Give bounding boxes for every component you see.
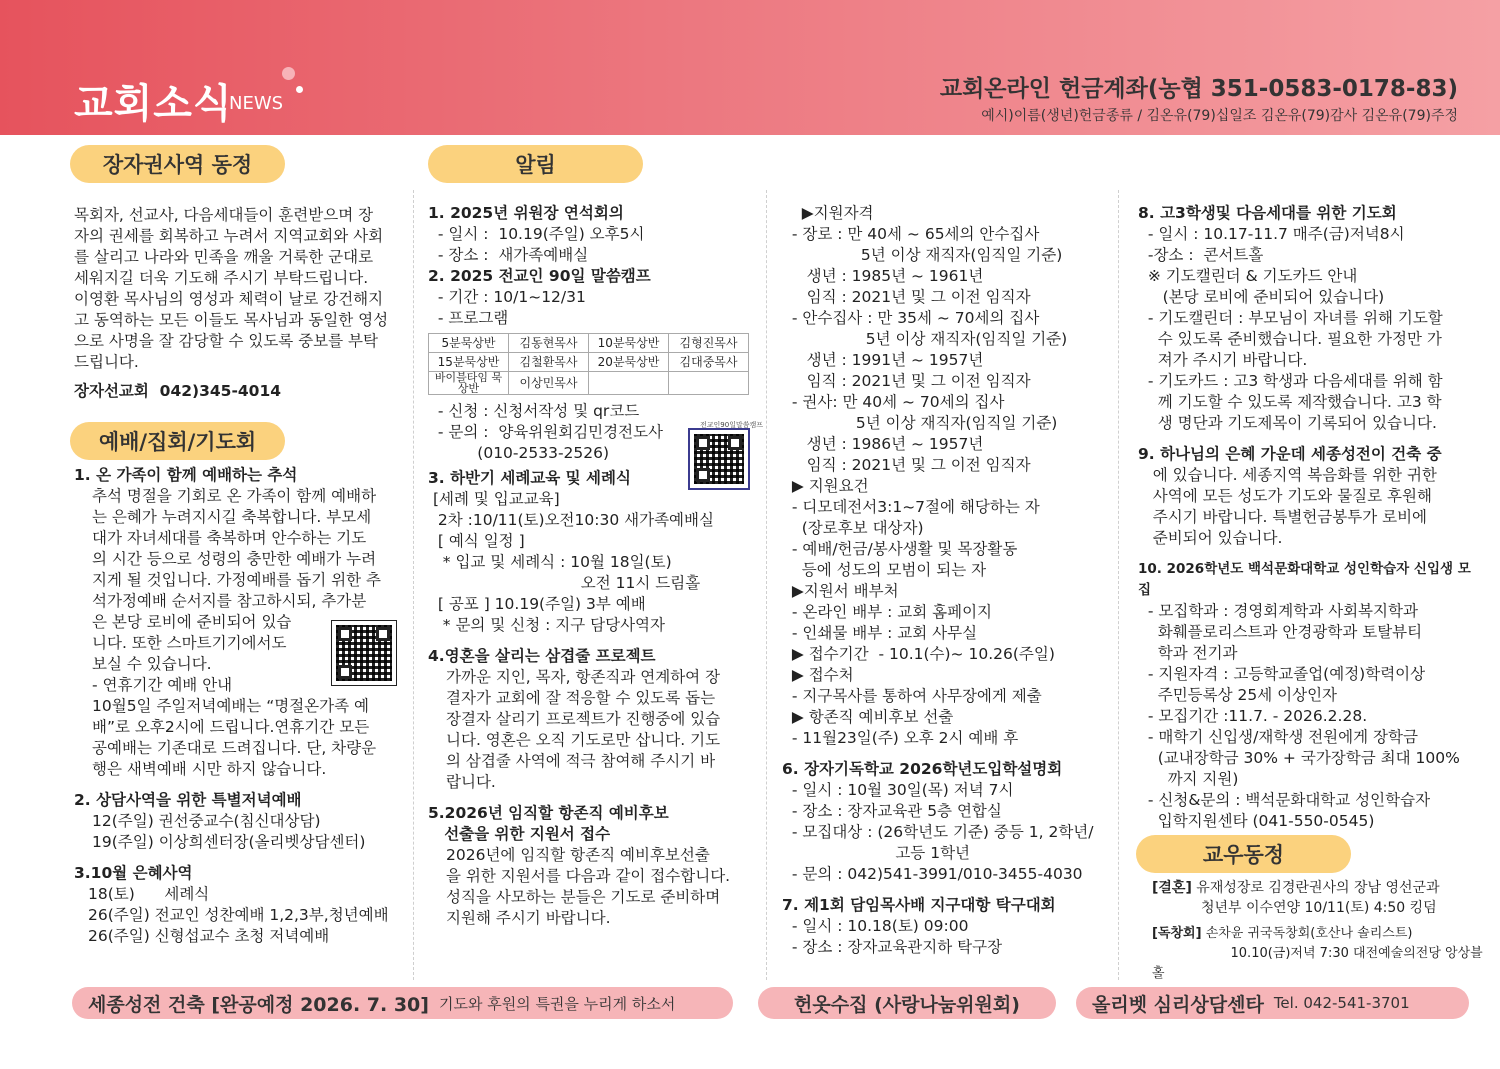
worship-item-2-title: 2. 상담사역을 위한 특별저녁예배 [74, 791, 302, 809]
news-label: NEWS [229, 93, 284, 114]
notice-6-body: - 일시 : 10월 30일(목) 저녁 7시 - 장소 : 장자교육관 5층 연합실 - 모집대상 : (26학년도 기준) 중등 1, 2학년/ 고등 1학년 - 문의 : 042)541-3991/010-3455-4030 [791, 781, 1094, 883]
jangja-contact: 장자선교회 042)345-4014 [74, 382, 282, 400]
page-title: 교회소식 [74, 81, 233, 127]
section-title-members: 교우동정 [1136, 835, 1351, 873]
table-cell [589, 372, 669, 395]
worship-item-3-title: 3.10월 은혜사역 [74, 864, 193, 882]
candidate-requirements: ▶지원자격 - 장로 : 만 40세 ~ 65세의 안수집사 5년 이상 재직자(임직일 기준) 생년 : 1985년 ~ 1961년 임직 : 2021년 및 그 이전 임직자 - 안수집사 : 만 35세 ~ 70세의 집사 5년 이상 재직자(임직일 기준) 생년 : 1991년 ~ 1957년 임직 : 2021년 및 그 이전 임직자 - 권사: 만 40세 ~ 70세의 집사 5년 이상 재직자(임직일 기준) 생년 : 1986년 ~ 1957년 임직 : 2021년 및 그 이전 임직자 ▶ 지원요건 - 디모데전서3:1~7절에 해당하는 자 (장로후보 대상자) - 예배/헌금/봉사생활 및 목장활동 등에 성도의 모범이 되는 자 ▶지원서 배부처 - 온라인 배부 : 교회 홈페이지 - 인쇄물 배부 : 교회 사무실 ▶ 접수기간 - 10.1(수)~ 10.26(주일) ▶ 접수처 - 지구목사를 통하여 사무장에게 제출 ▶ 항존직 예비후보 선출 - 11월23일(주) 오후 2시 예배 후 [791, 204, 1068, 747]
table-cell: 김대중목사 [669, 353, 749, 372]
notice-1-title: 1. 2025년 위원장 연석회의 [428, 204, 624, 222]
table-cell: 바이블타임 묵상반 [429, 372, 509, 395]
footer-clothes-main: 헌옷수집 (사랑나눔위원회) [794, 993, 1020, 1016]
qr-code-camp[interactable] [690, 430, 748, 488]
column-1-bottom [74, 465, 406, 947]
offering-account-example: 예시)이름(생년)헌금종류 / 김온유(79)십일조 김온유(79)감사 김온유(79)주정 [981, 108, 1458, 124]
recital-label: [독창회] [1152, 926, 1202, 941]
notice-3-title: 3. 하반기 세례교육 및 세례식 [428, 469, 631, 487]
notice-7-title: 7. 제1회 담임목사배 지구대항 탁구대회 [782, 896, 1056, 914]
jangja-body: 목회자, 선교사, 다음세대들이 훈련받으며 장 자의 권세를 회복하고 누려서 지역교회와 사회 를 살리고 나라와 민족을 깨울 거룩한 군대로 세워지길 더욱 기도해 주시기 부탁드립니다. 이영환 목사님의 영성과 체력이 날로 강건해지 고 동역하는 모든 이들도 목사님과 동일한 영성 으로 사명을 잘 감당할 수 있도록 중보를 부탁 드립니다. [74, 206, 389, 371]
column-1-top [74, 205, 404, 402]
table-cell: 20분묵상반 [589, 353, 669, 372]
table-cell: 5분묵상반 [429, 334, 509, 353]
notice-9-title: 9. 하나님의 은혜 가운데 세종성전이 건축 중 [1138, 445, 1442, 463]
notice-3-body: [세례 및 입교교육] 2차 :10/11(토)오전10:30 새가족예배실 [ 예식 일정 ] * 입교 및 세례식 : 10월 18일(토) 오전 11시 드림홀 [ 공포 ] 10.19(주일) 3부 예배 * 문의 및 신청 : 지구 담당사역자 [432, 490, 714, 634]
notice-8-title: 8. 고3학생및 다음세대를 위한 기도회 [1138, 204, 1397, 222]
worship-item-1-title: 1. 온 가족이 함께 예배하는 추석 [74, 466, 298, 484]
notice-7-body: - 일시 : 10.18(토) 09:00 - 장소 : 장자교육관지하 탁구장 [791, 917, 1003, 956]
table-cell: 김동현목사 [509, 334, 589, 353]
column-4 [1138, 203, 1483, 832]
table-cell: 김철환목사 [509, 353, 589, 372]
footer-sejong-temple [72, 987, 733, 1019]
wedding-label: [결혼] [1152, 880, 1192, 896]
section-title-notice: 알림 [428, 145, 643, 183]
footer-clothes-collection [758, 987, 1056, 1019]
header-banner [0, 0, 1500, 135]
notice-2-title: 2. 2025 전교인 90일 말씀캠프 [428, 267, 651, 285]
recital-text: 손차윤 귀국독창회(호산나 솔리스트) 10.10(금)저녁 7:30 대전예술의전당 앙상블홀 [1152, 926, 1483, 981]
footer-sejong-sub: 기도와 후원의 특권을 누리게 하소서 [438, 994, 676, 1013]
notice-4-body: 가까운 지인, 목자, 항존직과 연계하여 장 결자가 교회에 잘 적응할 수 있도록 돕는 장결자 살리기 프로젝트가 진행중에 있습 니다. 영혼은 오직 기도로만 삽니다. 기도 의 삼겹줄 사역에 적극 참여해 주시기 바 랍니다. [446, 668, 721, 791]
table-row [429, 353, 749, 372]
qr-caption: 전교인90일말씀캠프 [700, 421, 764, 429]
column-3 [782, 203, 1112, 958]
footer-counseling-main: 올리벳 심리상담센타 [1092, 993, 1264, 1016]
notice-10-body: - 모집학과 : 경영회계학과 사회복지학과 화훼플로리스트과 안경광학과 토탈뷰티 학과 전기과 - 지원자격 : 고등학교졸업(예정)학력이상 주민등록상 25세 이상인자 - 모집기간 :11.7. - 2026.2.28. - 매학기 신입생/재학생 전원에게 장학금 (교내장학금 30% + 국가장학금 최대 100% 까지 지원) - 신청&문의 : 백석문화대학교 성인학습자 입학지원센타 (041-550-0545) [1147, 602, 1460, 830]
column-2 [428, 203, 760, 929]
notice-8-body: - 일시 : 10.17-11.7 매주(금)저녁8시 -장소 : 콘서트홀 ※ 기도캘린더 & 기도카드 안내 (본당 로비에 준비되어 있습니다) - 기도캘린더 : 부모님이 자녀를 위해 기도할 수 있도록 준비했습니다. 필요한 가정만 가 져가 주시기 바랍니다. - 기도카드 : 고3 학생과 다음세대를 위해 함 께 기도할 수 있도록 제작했습니다. 고3 학 생 명단과 기도제목이 기록되어 있습니다. [1147, 225, 1443, 432]
qr-code-chuseok[interactable] [332, 621, 396, 685]
worship-item-3-body: 18(토) 세례식 26(주일) 전교인 성찬예배 1,2,3부,청년예배 26(주일) 신형섭교수 초청 저녁예배 [88, 885, 389, 945]
table-cell: 김형진목사 [669, 334, 749, 353]
offering-account: 교회온라인 헌금계좌(농협 351-0583-0178-83) [939, 76, 1458, 102]
camp-schedule-table [428, 333, 749, 395]
table-cell: 이상민목사 [509, 372, 589, 395]
decor-dot-large [282, 67, 295, 80]
table-row [429, 334, 749, 353]
section-title-jangja: 장자권사역 동정 [70, 145, 285, 183]
notice-5-title: 5.2026년 임직할 항존직 예비후보 선출을 위한 지원서 접수 [428, 804, 669, 843]
notice-10-title: 10. 2026학년도 백석문화대학교 성인학습자 신입생 모집 [1138, 561, 1471, 598]
notice-6-title: 6. 장자기독학교 2026학년도입학설명회 [782, 760, 1063, 778]
notice-9-body: 에 있습니다. 세종지역 복음화를 위한 귀한 사역에 모든 성도가 기도와 물질로 후원해 주시기 바랍니다. 특별헌금봉투가 로비에 준비되어 있습니다. [1152, 466, 1437, 547]
column-divider [1118, 190, 1119, 980]
footer-sejong-main: 세종성전 건축 [완공예정 2026. 7. 30] [88, 993, 429, 1016]
decor-dot-small [296, 86, 303, 93]
table-row [429, 372, 749, 395]
footer-counseling-tel: Tel. 042-541-3701 [1273, 994, 1410, 1012]
column-divider [766, 190, 767, 980]
column-divider [413, 190, 414, 980]
footer-counseling-center [1076, 987, 1469, 1019]
table-cell: 10분묵상반 [589, 334, 669, 353]
worship-item-1-body: 추석 명절을 기회로 온 가족이 함께 예배하 는 은혜가 누려지시길 축복합니다. 부모세 대가 자녀세대를 축복하며 안수하는 기도 의 시간 등으로 성령의 충만한 예배가 누려 지게 될 것입니다. 가정예배를 돕기 위한 추 석가정예배 순서지를 참고하시되, 추가분 은 본당 로비에 준비되어 있습 니다. 또한 스마트기기에서도 보실 수 있습니다. - 연휴기간 예배 안내 10월5일 주일저녁예배는 “명절온가족 예 배”로 오후2시에 드립니다.연휴기간 모든 공예배는 기존대로 드려집니다. 단, 차량운 행은 새벽예배 시만 하지 않습니다. [92, 487, 382, 778]
notice-1-body: - 일시 : 10.19(주일) 오후5시 - 장소 : 새가족예배실 [437, 225, 645, 264]
notice-5-body: 2026년에 임직할 항존직 예비후보선출 을 위한 지원서를 다음과 같이 접수합니다. 성직을 사모하는 분들은 기도로 준비하며 지원해 주시기 바랍니다. [446, 846, 731, 927]
table-cell: 15분묵상반 [429, 353, 509, 372]
notice-2-body: - 기간 : 10/1~12/31 - 프로그램 [437, 288, 586, 327]
members-news [1152, 878, 1492, 984]
notice-4-title: 4.영혼을 살리는 삼겹줄 프로젝트 [428, 647, 656, 665]
wedding-text: 유재성장로 김경란권사의 장남 영선군과 청년부 이수연양 10/11(토) 4:50 킹덤 [1196, 880, 1440, 916]
table-cell [669, 372, 749, 395]
section-title-worship: 예배/집회/기도회 [70, 422, 285, 460]
worship-item-2-body: 12(주일) 권선중교수(침신대상담) 19(주일) 이상희센터장(올리벳상담센터) [92, 812, 366, 851]
notice-2-apply: - 신청 : 신청서작성 및 qr코드 - 문의 : 양육위원회김민경전도사 (010-2533-2526) [437, 402, 664, 462]
